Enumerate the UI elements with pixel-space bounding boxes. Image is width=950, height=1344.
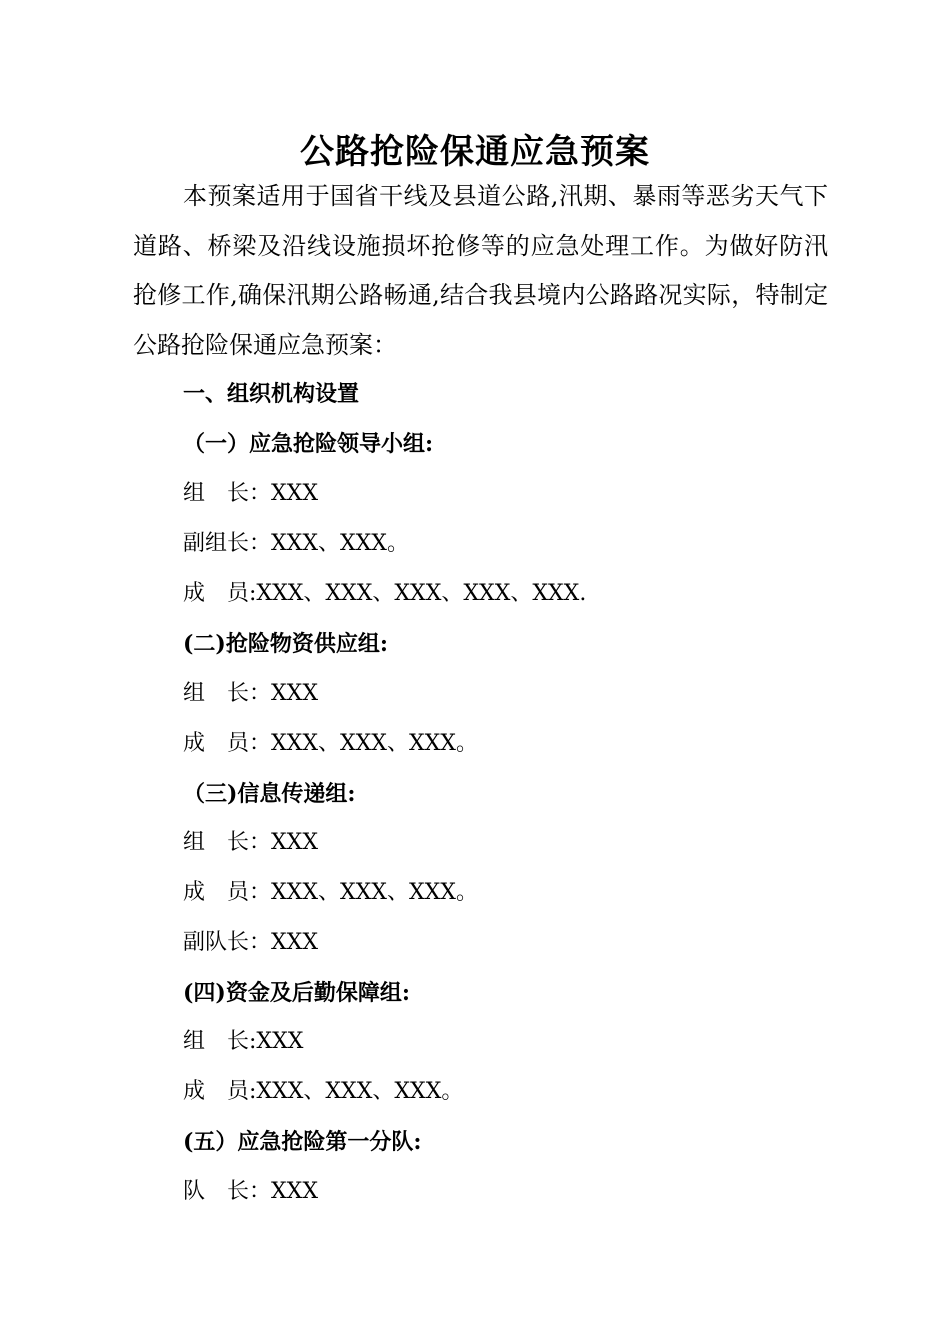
leadership-group-members: 成 员:XXX、XXX、XXX、XXX、XXX. <box>183 581 587 606</box>
supplies-group-members: 成 员：XXX、XXX、XXX。 <box>183 731 478 756</box>
leadership-group-leader: 组 长：XXX <box>183 481 318 506</box>
supplies-group-leader: 组 长：XXX <box>183 681 318 706</box>
leadership-group-deputy-leader: 副组长：XXX、XXX。 <box>183 531 409 556</box>
subsection-heading-supplies-group: (二)抢险物资供应组: <box>183 631 388 657</box>
information-group-leader: 组 长：XXX <box>183 830 318 855</box>
funds-logistics-group-leader: 组 长:XXX <box>183 1029 304 1054</box>
document-title: 公路抢险保通应急预案 <box>300 132 650 172</box>
information-group-members: 成 员：XXX、XXX、XXX。 <box>183 880 478 905</box>
section-heading-organization: 一、组织机构设置 <box>183 381 360 407</box>
subsection-heading-information-group: （三)信息传递组: <box>183 781 356 807</box>
intro-paragraph: 本预案适用于国省干线及县道公路,汛期、暴雨等恶劣天气下道路、桥梁及沿线设施损坏抢修等的应急处理工作。为做好防汛抢修工作,确保汛期公路畅通,结合我县境内公路路况实际，特制定公路抢险保通应急预案： <box>133 182 828 359</box>
information-group-deputy-captain: 副队长：XXX <box>183 930 318 955</box>
subsection-heading-leadership-group: （一）应急抢险领导小组: <box>183 431 434 457</box>
funds-logistics-group-members: 成 员:XXX、XXX、XXX。 <box>183 1079 464 1104</box>
subsection-heading-first-rescue-team: (五）应急抢险第一分队: <box>183 1129 422 1155</box>
subsection-heading-funds-logistics-group: (四)资金及后勤保障组: <box>183 980 410 1006</box>
first-rescue-team-captain: 队 长：XXX <box>183 1179 318 1204</box>
